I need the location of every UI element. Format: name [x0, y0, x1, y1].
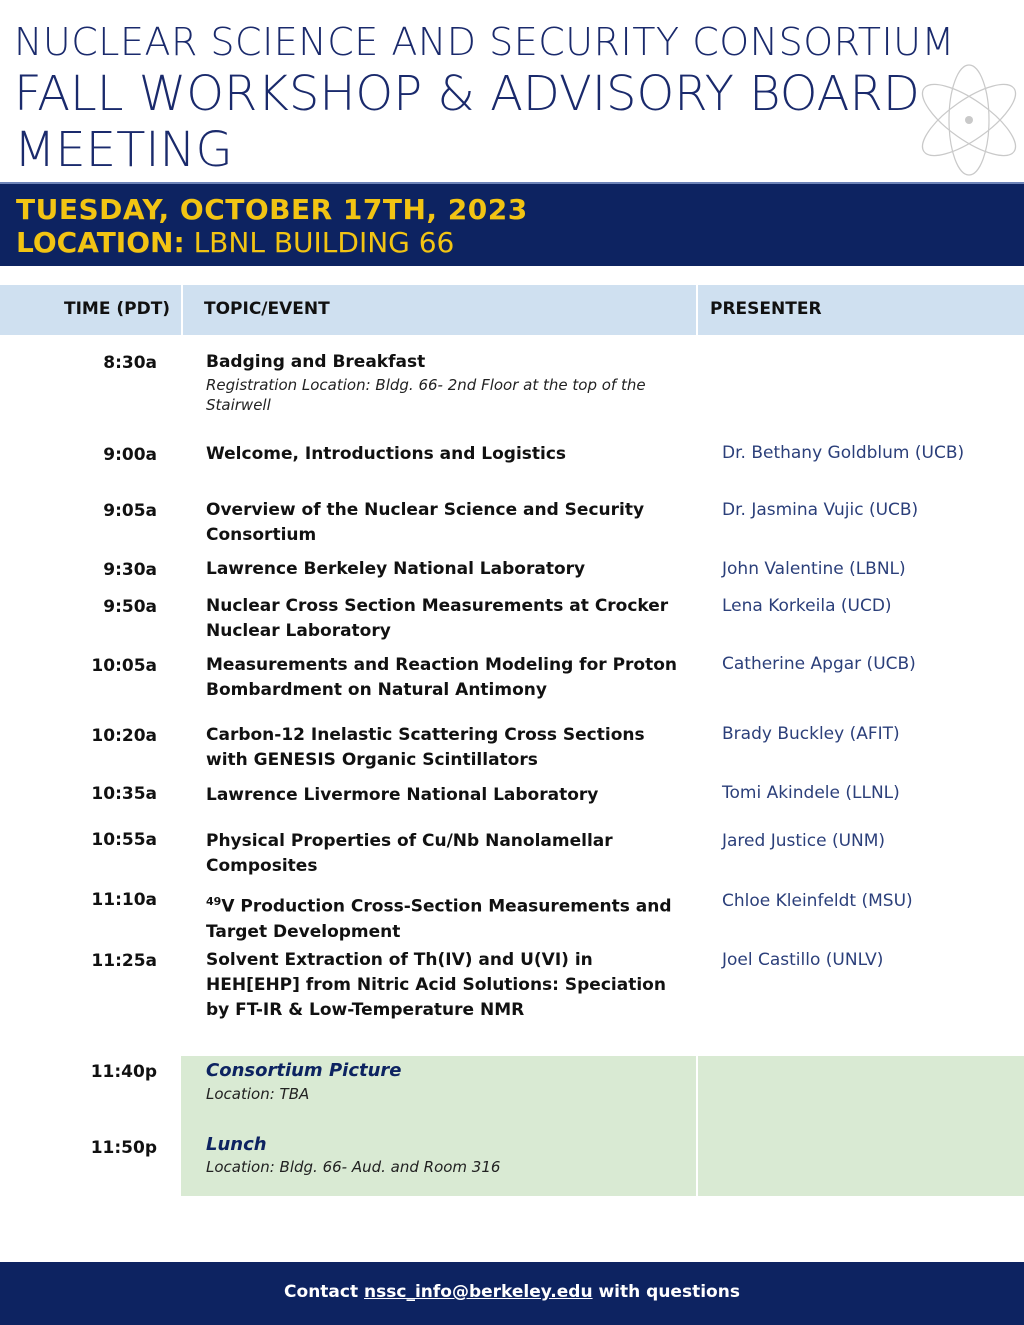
break-divider [696, 1056, 698, 1196]
row-topic: Welcome, Introductions and Logistics [206, 444, 567, 464]
header-presenter: PRESENTER [710, 299, 822, 319]
row-time: 10:35a [91, 784, 157, 804]
schedule-table-header [0, 285, 1024, 335]
row-time: 10:20a [91, 726, 157, 746]
row-topic: Nuclear Cross Section Measurements at Crocker Nuclear Laboratory [206, 596, 669, 641]
event-date: TUESDAY, OCTOBER 17TH, 2023 [16, 193, 528, 226]
contact-email-link[interactable]: nssc_info@berkeley.edu [364, 1282, 593, 1302]
header-divider [181, 285, 183, 335]
row-presenter: John Valentine (LBNL) [722, 559, 906, 579]
location-value: LBNL BUILDING 66 [193, 226, 455, 259]
contact-prefix: Contact [284, 1282, 365, 1302]
row-presenter: Joel Castillo (UNLV) [722, 950, 884, 970]
break-title: Consortium Picture [206, 1060, 402, 1081]
isotope-superscript: 49 [206, 895, 222, 908]
break-time: 11:40p [90, 1062, 157, 1082]
row-topic: Physical Properties of Cu/Nb Nanolamellar Composites [206, 831, 613, 876]
location-label: LOCATION: [16, 226, 185, 259]
row-time: 9:30a [103, 560, 157, 580]
contact-suffix: with questions [592, 1282, 740, 1302]
row-time: 8:30a [103, 353, 157, 373]
row-presenter: Lena Korkeila (UCD) [722, 596, 892, 616]
row-topic-title: V Production Cross-Section Measurements and Target Development [206, 896, 672, 942]
consortium-title: NUCLEAR SCIENCE AND SECURITY CONSORTIUM [14, 20, 955, 64]
page-header [0, 0, 1024, 182]
date-location-band [0, 182, 1024, 266]
row-presenter: Chloe Kleinfeldt (MSU) [722, 891, 913, 911]
break-title: Lunch [206, 1134, 267, 1155]
page-footer [0, 1262, 1024, 1325]
header-time: TIME (PDT) [64, 299, 171, 319]
atom-icon [874, 40, 1024, 190]
row-time: 9:50a [103, 597, 157, 617]
row-presenter: Dr. Jasmina Vujic (UCB) [722, 500, 919, 520]
row-presenter: Brady Buckley (AFIT) [722, 724, 900, 744]
event-location [16, 226, 454, 259]
event-title: FALL WORKSHOP & ADVISORY BOARD MEETING [14, 66, 920, 178]
row-time: 9:00a [103, 445, 157, 465]
row-topic [206, 350, 686, 415]
row-time: 11:10a [91, 890, 157, 910]
row-topic-sub: Registration Location: Bldg. 66- 2nd Floor at the top of the Stairwell [206, 376, 646, 414]
row-topic [206, 889, 686, 945]
row-topic: Solvent Extraction of Th(IV) and U(VI) in HEH[EHP] from Nitric Acid Solutions: Speciation by FT-IR & Low-Temperature NMR [206, 950, 666, 1020]
row-time: 9:05a [103, 501, 157, 521]
break-time: 11:50p [90, 1138, 157, 1158]
row-presenter: Dr. Bethany Goldblum (UCB) [722, 443, 965, 463]
contact-line [0, 1262, 1024, 1325]
row-presenter: Tomi Akindele (LLNL) [722, 783, 900, 803]
row-topic-title: Badging and Breakfast [206, 352, 426, 372]
break-sub: Location: TBA [206, 1085, 310, 1103]
break-sub: Location: Bldg. 66- Aud. and Room 316 [206, 1158, 501, 1176]
row-presenter: Jared Justice (UNM) [722, 831, 886, 851]
row-topic: Carbon-12 Inelastic Scattering Cross Sections with GENESIS Organic Scintillators [206, 725, 645, 770]
row-topic: Lawrence Livermore National Laboratory [206, 785, 599, 805]
header-topic: TOPIC/EVENT [204, 299, 330, 319]
row-time: 10:55a [91, 830, 157, 850]
row-time: 11:25a [91, 951, 157, 971]
row-topic: Measurements and Reaction Modeling for Proton Bombardment on Natural Antimony [206, 655, 677, 700]
header-divider [696, 285, 698, 335]
row-topic: Overview of the Nuclear Science and Security Consortium [206, 500, 645, 545]
row-presenter: Catherine Apgar (UCB) [722, 654, 916, 674]
row-topic: Lawrence Berkeley National Laboratory [206, 559, 586, 579]
row-time: 10:05a [91, 656, 157, 676]
